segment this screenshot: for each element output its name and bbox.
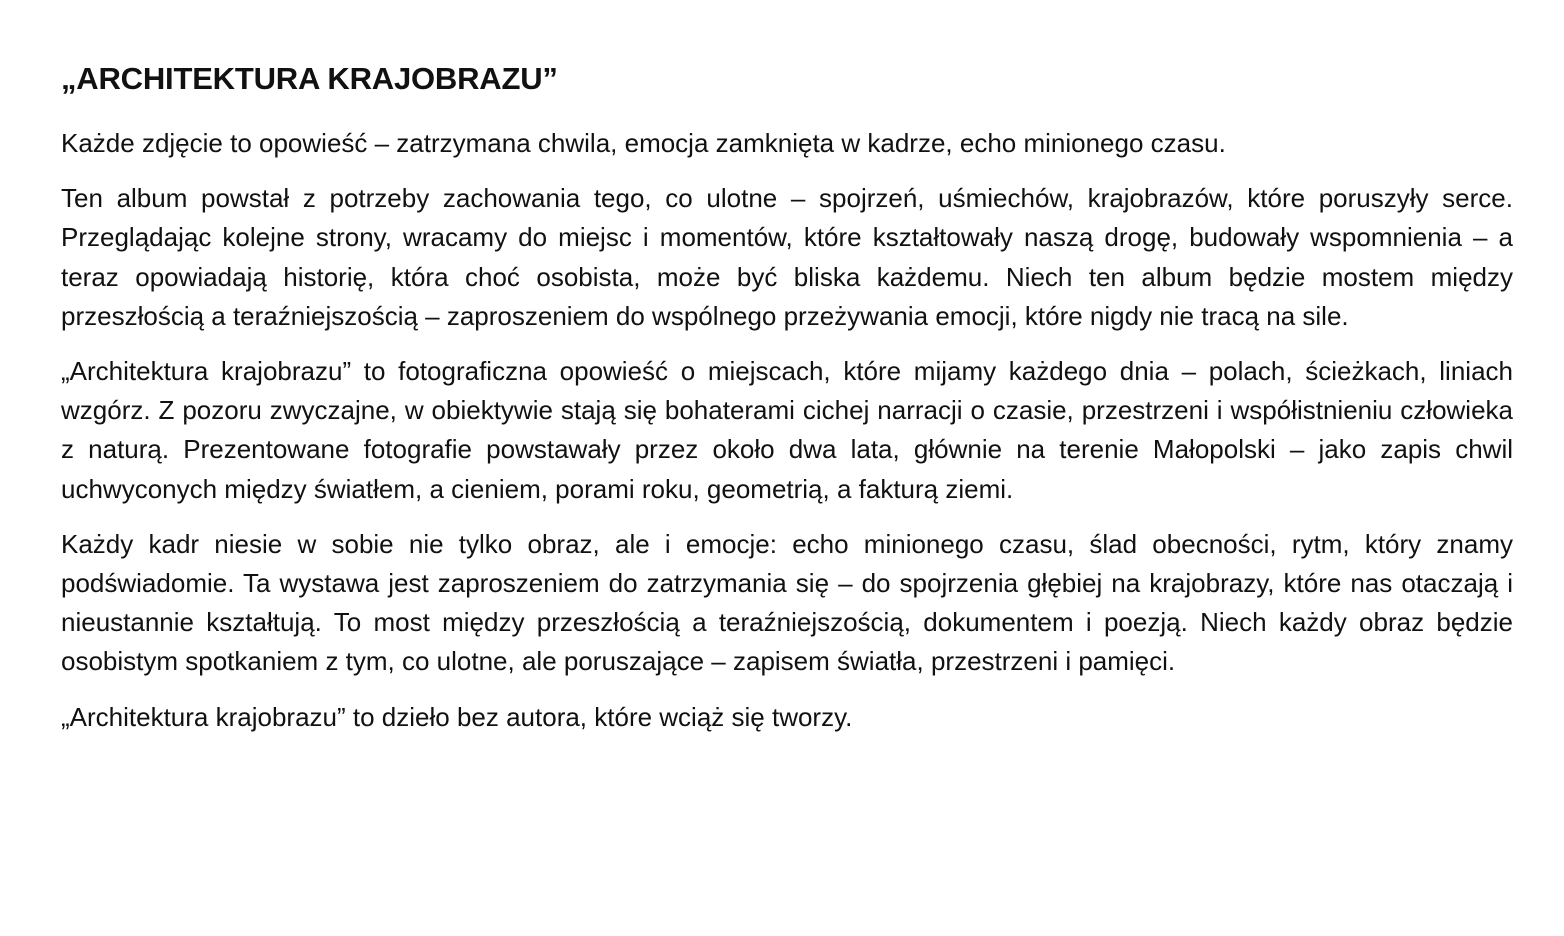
paragraph-closing: „Architektura krajobrazu” to dzieło bez autora, które wciąż się tworzy. (61, 701, 853, 732)
page-title: „ARCHITEKTURA KRAJOBRAZU” (61, 61, 558, 96)
paragraph-description: „Architektura krajobrazu” to fotograficzna opowieść o miejscach, które mijamy każdego dnia – polach, ścieżkach, liniach wzgórz. Z pozoru zwyczajne, w obiektywie stają się bohaterami cichej narracji o czasie, przestrzeni i współistnieniu człowieka z naturą. Prezentowane fotografie powstawały przez około dwa lata, głównie na terenie Małopolski – jako zapis chwil uchwyconych między światłem, a cieniem, porami roku, geometrią, a fakturą ziemi. (61, 356, 1513, 504)
article (61, 58, 1513, 753)
paragraph-intro: Każde zdjęcie to opowieść – zatrzymana chwila, emocja zamknięta w kadrze, echo minionego czasu. (61, 128, 1226, 158)
paragraph-album: Ten album powstał z potrzeby zachowania tego, co ulotne – spojrzeń, uśmiechów, krajobrazów, które poruszyły serce. Przeglądając kolejne strony, wracamy do miejsc i momentów, które kształtowały naszą drogę, budowały wspomnienia – a teraz opowiadają historię, która choć osobista, może być bliska każdemu. Niech ten album będzie mostem między przeszłością a teraźniejszością – zaproszeniem do wspólnego przeżywania emocji, które nigdy nie tracą na sile. (61, 183, 1513, 331)
paragraph-emotions: Każdy kadr niesie w sobie nie tylko obraz, ale i emocje: echo minionego czasu, ślad obecności, rytm, który znamy podświadomie. Ta wystawa jest zaproszeniem do zatrzymania się – do spojrzenia głębiej na krajobrazy, które nas otaczają i nieustannie kształtują. To most między przeszłością a teraźniejszością, dokumentem i poezją. Niech każdy obraz będzie osobistym spotkaniem z tym, co ulotne, ale poruszające – zapisem światła, przestrzeni i pamięci. (61, 528, 1513, 677)
